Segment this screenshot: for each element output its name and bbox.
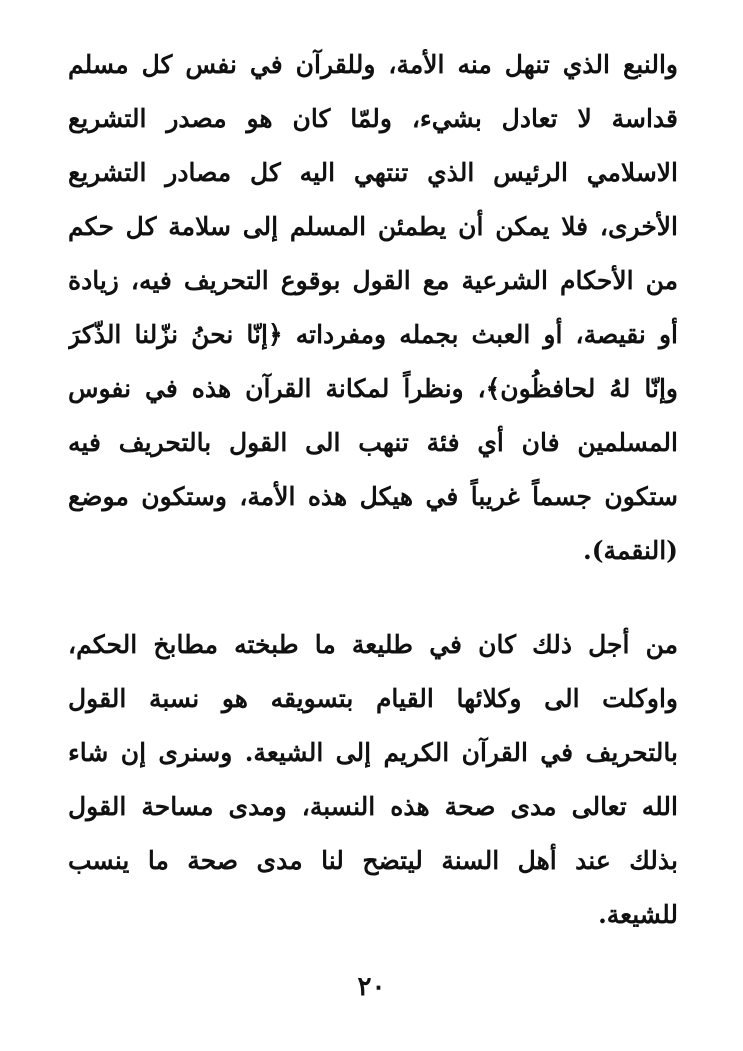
- text-line: وإنّا لهُ لحافظُون﴾، ونظراً لمكانة القرآن هذه في نفوس: [68, 374, 678, 403]
- paragraph-2: [68, 618, 678, 942]
- text-line: المسلمين فان أي فئة تنهب الى القول بالتحريف فيه: [68, 428, 678, 457]
- text-line: للشيعة.: [598, 900, 678, 929]
- page-number: ٢٠: [357, 972, 386, 1002]
- text-line: والنبع الذي تنهل منه الأمة، وللقرآن في نفس كل مسلم: [68, 50, 678, 79]
- text-line: من أجل ذلك كان في طليعة ما طبخته مطابخ الحكم،: [68, 630, 678, 659]
- text-line: بذلك عند أهل السنة ليتضح لنا مدى صحة ما ينسب: [68, 846, 678, 875]
- text-line: الأخرى، فلا يمكن أن يطمئن المسلم إلى سلامة كل حكم: [68, 212, 678, 241]
- text-line: ستكون جسماً غريباً في هيكل هذه الأمة، وستكون موضع: [68, 482, 678, 511]
- paragraph-gap: [68, 578, 678, 618]
- text-line: قداسة لا تعادل بشيء، ولمّا كان هو مصدر التشريع: [68, 104, 678, 133]
- page-body: [68, 38, 678, 942]
- text-line: الاسلامي الرئيس الذي تنتهي اليه كل مصادر التشريع: [68, 158, 678, 187]
- paragraph-1: [68, 38, 678, 578]
- text-line: من الأحكام الشرعية مع القول بوقوع التحريف فيه، زيادة: [68, 266, 678, 295]
- text-line: أو نقيصة، أو العبث بجمله ومفرداته ﴿إنّا نحنُ نزّلنا الذّكرَ: [68, 320, 678, 349]
- text-line: واوكلت الى وكلائها القيام بتسويقه هو نسبة القول: [68, 684, 678, 713]
- text-line: الله تعالى مدى صحة هذه النسبة، ومدى مساحة القول: [68, 792, 678, 821]
- text-line: بالتحريف في القرآن الكريم إلى الشيعة. وسنرى إن شاء: [68, 738, 678, 767]
- text-line: (النقمة).: [583, 536, 678, 565]
